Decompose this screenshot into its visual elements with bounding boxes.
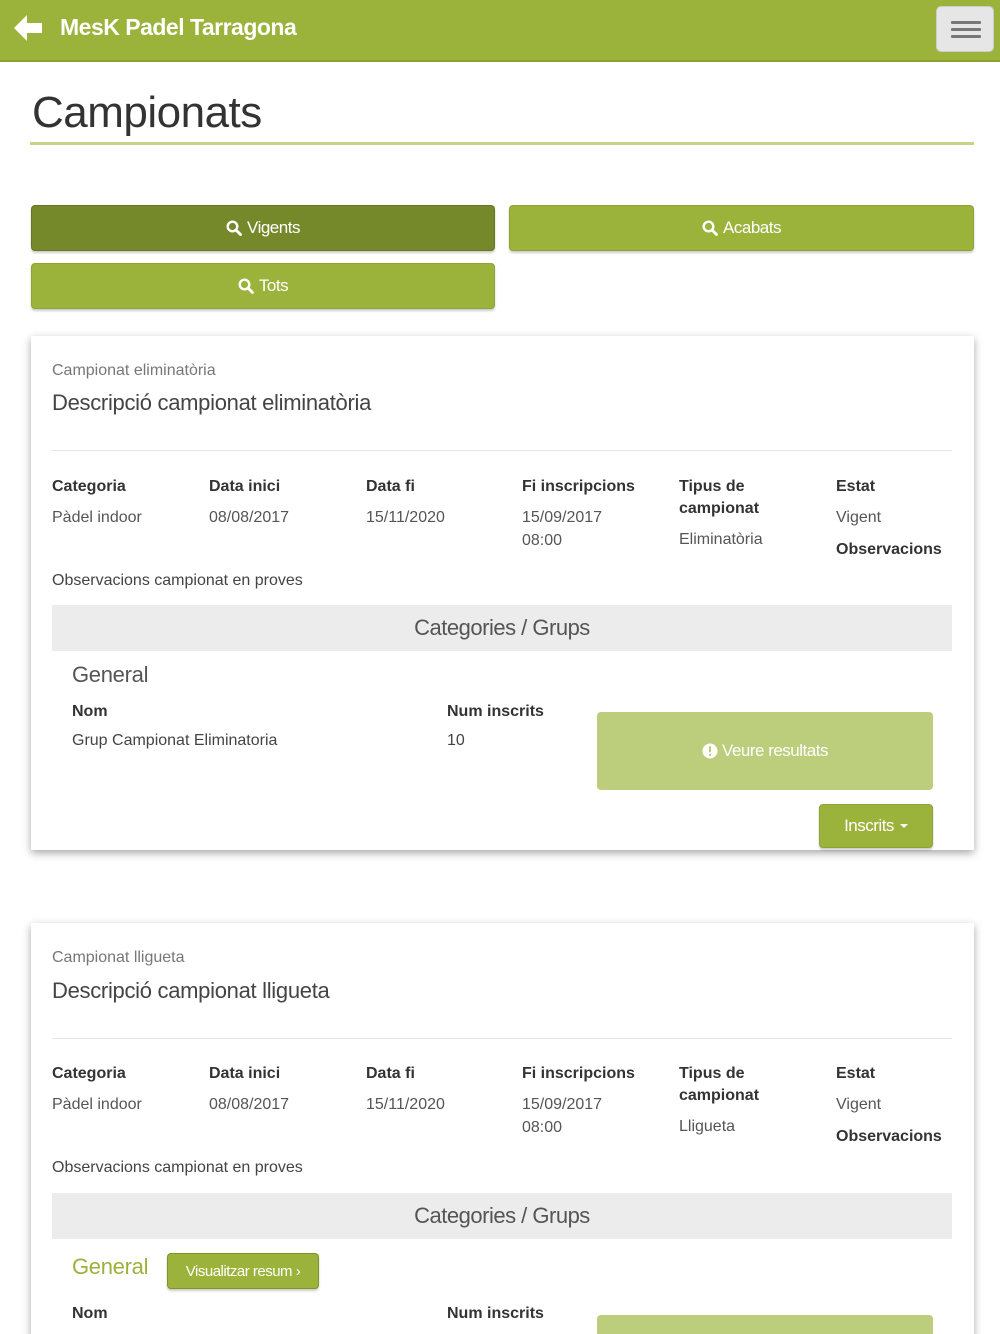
field-data-fi: Data fi 15/11/2020 (366, 478, 445, 526)
field-estat: Estat Vigent Observacions (836, 1063, 966, 1146)
group-name: General (72, 1254, 149, 1279)
field-data-inici: Data inici 08/08/2017 (209, 1065, 290, 1113)
championship-name: Campionat eliminatòria (52, 362, 216, 379)
hamburger-icon (951, 21, 981, 24)
search-icon (226, 220, 242, 236)
group-name: General (72, 662, 149, 687)
championship-card (31, 336, 974, 850)
filter-label: Acabats (723, 218, 781, 237)
championship-description: Descripció campionat lligueta (52, 978, 330, 1003)
group-nom: Grup Campionat Eliminatoria (72, 732, 278, 749)
caret-down-icon (900, 824, 908, 828)
app-title: MesK Padel Tarragona (60, 14, 297, 40)
title-divider (30, 142, 974, 145)
observacions-label: Observacions (836, 1128, 942, 1145)
filter-acabats-button[interactable] (509, 205, 974, 251)
col-num-inscrits: Num inscrits (447, 1305, 544, 1322)
championship-card (31, 923, 974, 1334)
field-categoria: Categoria Pàdel indoor (52, 478, 142, 526)
col-num-inscrits: Num inscrits (447, 703, 544, 720)
page-title: Campionats (32, 88, 262, 137)
veure-resultats-button[interactable]: Veure resultats (597, 712, 933, 790)
championship-description: Descripció campionat eliminatòria (52, 390, 372, 415)
visualitzar-resum-button[interactable]: Visualitzar resum › (167, 1253, 319, 1289)
filter-vigents-button[interactable] (31, 205, 495, 251)
field-fi-inscripcions: Fi inscripcions 15/09/2017 08:00 (522, 478, 635, 549)
field-fi-inscripcions: Fi inscripcions 15/09/2017 08:00 (522, 1065, 635, 1136)
inscrits-dropdown-button[interactable]: Inscrits (819, 804, 933, 848)
observacions-text: Observacions campionat en proves (52, 1159, 303, 1176)
col-nom: Nom (72, 703, 108, 720)
menu-button[interactable] (936, 6, 994, 52)
group-num-inscrits: 10 (447, 732, 465, 749)
field-categoria: Categoria Pàdel indoor (52, 1065, 142, 1113)
arrow-left-icon[interactable] (10, 10, 46, 46)
field-estat: Estat Vigent Observacions (836, 476, 966, 559)
field-data-inici: Data inici 08/08/2017 (209, 478, 290, 526)
groups-header: Categories / Grups (52, 605, 952, 651)
groups-header: Categories / Grups (52, 1193, 952, 1239)
filter-label: Vigents (247, 218, 300, 237)
observacions-label: Observacions (836, 541, 942, 558)
search-icon (702, 220, 718, 236)
field-tipus: Tipus de campionat Eliminatòria (679, 478, 763, 548)
observacions-text: Observacions campionat en proves (52, 572, 303, 589)
filter-label: Tots (258, 276, 289, 295)
field-tipus: Tipus de campionat Lligueta (679, 1065, 760, 1135)
info-circle-icon (702, 743, 718, 759)
col-nom: Nom (72, 1305, 108, 1322)
card-divider (52, 450, 952, 451)
championship-name: Campionat lligueta (52, 949, 185, 966)
veure-resultats-button[interactable] (597, 1315, 933, 1334)
filter-tots-button[interactable] (31, 263, 495, 309)
top-bar (0, 0, 1000, 62)
card-divider (52, 1038, 952, 1039)
search-icon (238, 278, 254, 294)
field-data-fi: Data fi 15/11/2020 (366, 1065, 445, 1113)
